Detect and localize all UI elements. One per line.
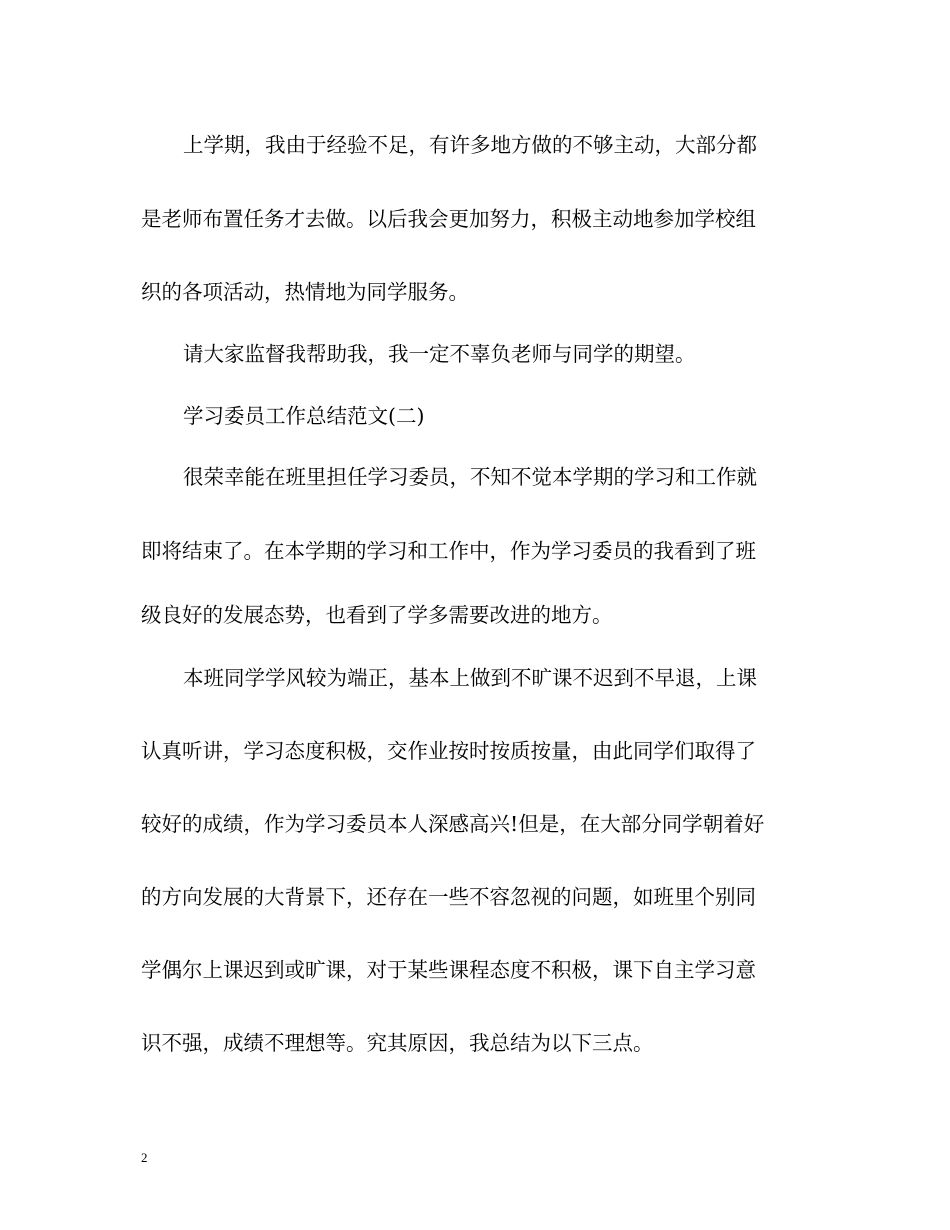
paragraph-line: 是老师布置任务才去做。以后我会更加努力，积极主动地参加学校组 [141,207,756,231]
paragraph-line: 即将结束了。在本学期的学习和工作中，作为学习委员的我看到了班 [141,539,756,563]
paragraph-line: 较好的成绩，作为学习委员本人深感高兴!但是，在大部分同学朝着好 [141,812,765,836]
paragraph-line: 认真听讲，学习态度积极，交作业按时按质按量，由此同学们取得了 [141,739,756,763]
page-number: 2 [141,1150,148,1165]
paragraph-line: 织的各项活动，热情地为同学服务。 [141,280,469,304]
paragraph-line: 的方向发展的大背景下，还存在一些不容忽视的问题，如班里个别同 [141,885,756,909]
paragraph-line: 级良好的发展态势，也看到了学多需要改进的地方。 [141,603,613,627]
paragraph-line: 很荣幸能在班里担任学习委员，不知不觉本学期的学习和工作就 [183,465,757,489]
paragraph-line: 学偶尔上课迟到或旷课，对于某些课程态度不积极，课下自主学习意 [141,958,756,982]
paragraph-line: 请大家监督我帮助我，我一定不辜负老师与同学的期望。 [183,342,696,366]
paragraph-line: 上学期，我由于经验不足，有许多地方做的不够主动，大部分都 [183,133,757,157]
paragraph-line: 本班同学学风较为端正，基本上做到不旷课不迟到不早退，上课 [183,666,757,690]
section-heading: 学习委员工作总结范文(二) [183,404,425,428]
paragraph-line: 识不强，成绩不理想等。究其原因，我总结为以下三点。 [141,1031,654,1055]
